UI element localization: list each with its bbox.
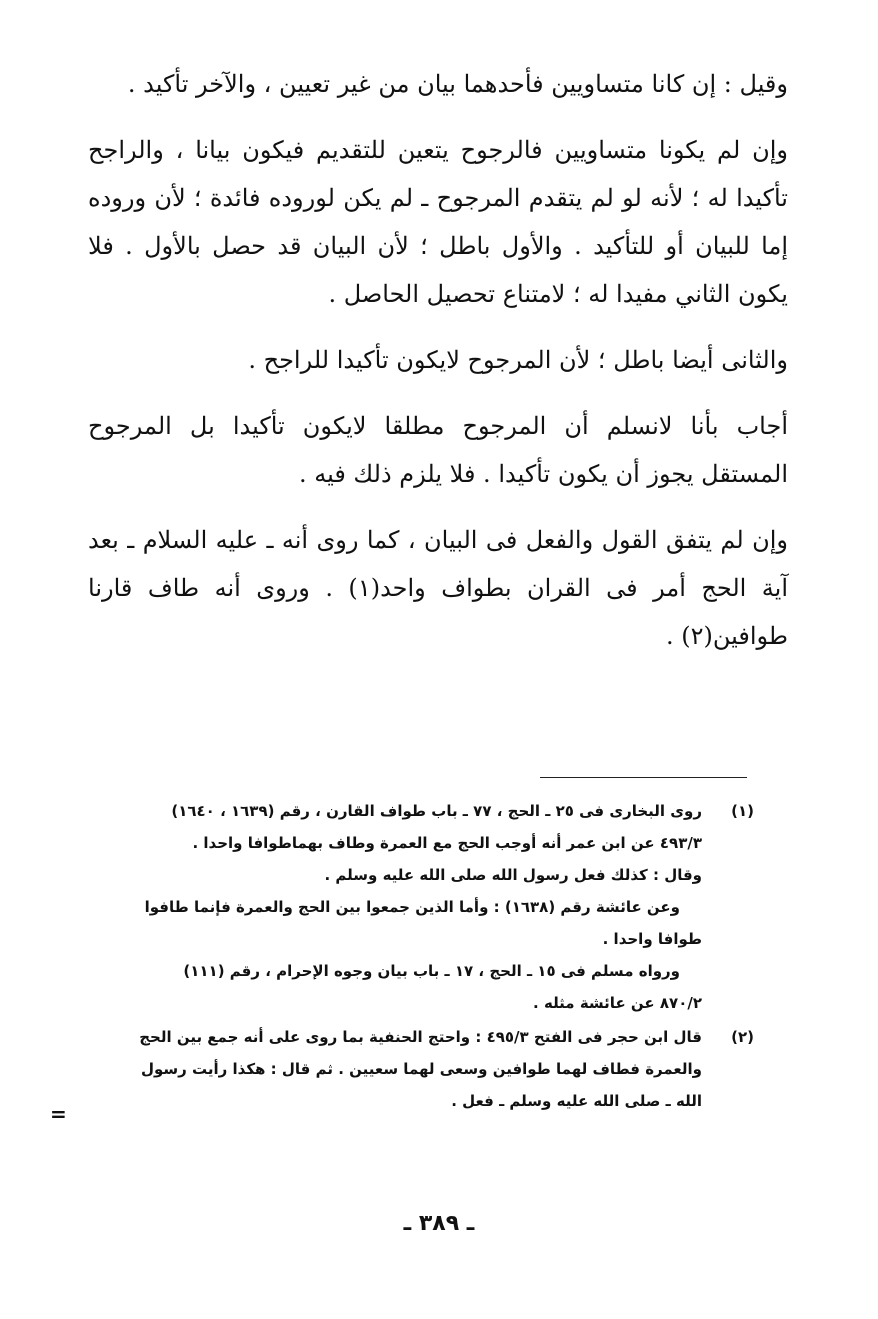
footnote-line: الله ـ صلى الله عليه وسلم ـ فعل . xyxy=(451,1092,702,1110)
paragraph-1: وقيل : إن كانا متساويين فأحدهما بيان من غير تعيين ، والآخر تأكيد . xyxy=(127,70,788,98)
footnote-line: والعمرة فطاف لهما طوافين وسعى لهما سعيين . ثم قال : هكذا رأيت رسول xyxy=(140,1060,702,1078)
footnote-number: (١) xyxy=(731,802,754,820)
footnote-line: وعن عائشة رقم (١٦٣٨) : وأما الذين جمعوا بين الحج والعمرة فإنما طافوا xyxy=(144,898,680,916)
footnote-separator xyxy=(540,777,747,778)
footnote-body xyxy=(84,795,702,1019)
footnote-line: وقال : كذلك فعل رسول الله صلى الله عليه وسلم . xyxy=(324,866,702,884)
footnote-line: روى البخارى فى ٢٥ ـ الحج ، ٧٧ ـ باب طواف القارن ، رقم (١٦٣٩ ، ١٦٤٠) xyxy=(171,802,702,820)
paragraph-4: أجاب بأنا لانسلم أن المرجوح مطلقا لايكون تأكيدا بل المرجوح المستقل يجوز أن يكون تأكيدا . فلا يلزم ذلك فيه . xyxy=(88,412,788,488)
paragraph-2: وإن لم يكونا متساويين فالرجوح يتعين للتقديم فيكون بيانا ، والراجح تأكيدا له ؛ لأنه لو لم يتقدم المرجوح ـ لم يكن لوروده فائدة ؛ لأن وروده إما للبيان أو للتأكيد . والأول باطل ؛ لأن البيان قد حصل بالأول . فلا يكون الثاني مفيدا له ؛ لامتناع تحصيل الحاصل . xyxy=(88,136,788,308)
main-text xyxy=(88,60,788,678)
footnote-line: ورواه مسلم فى ١٥ ـ الحج ، ١٧ ـ باب بيان وجوه الإحرام ، رقم (١١١) xyxy=(183,962,680,980)
footnote-line: طوافا واحدا . xyxy=(602,930,702,948)
page-number: ـ ٣٨٩ ـ xyxy=(403,1211,475,1236)
footnote-line: ٤٩٣/٣ عن ابن عمر أنه أوجب الحج مع العمرة وطاف بهماطوافا واحدا . xyxy=(192,834,702,852)
footnotes xyxy=(84,795,754,1119)
footnote-1 xyxy=(84,795,754,1019)
paragraph-5: وإن لم يتفق القول والفعل فى البيان ، كما روى أنه ـ عليه السلام ـ بعد آية الحج أمر فى القران بطواف واحد(١) . وروى أنه طاف قارنا طوافين(٢) . xyxy=(88,526,789,650)
footnote-line: ٨٧٠/٢ عن عائشة مثله . xyxy=(533,994,702,1012)
footnote-body xyxy=(84,1021,702,1117)
footnote-line: قال ابن حجر فى الفتح ٤٩٥/٣ : واحتج الحنفية بما روى على أنه جمع بين الحج xyxy=(139,1028,702,1046)
footnote-number: (٢) xyxy=(731,1028,754,1046)
continuation-mark: = xyxy=(50,1102,67,1126)
paragraph-3: والثانى أيضا باطل ؛ لأن المرجوح لايكون تأكيدا للراجح . xyxy=(248,346,788,374)
footnote-2 xyxy=(84,1021,754,1117)
